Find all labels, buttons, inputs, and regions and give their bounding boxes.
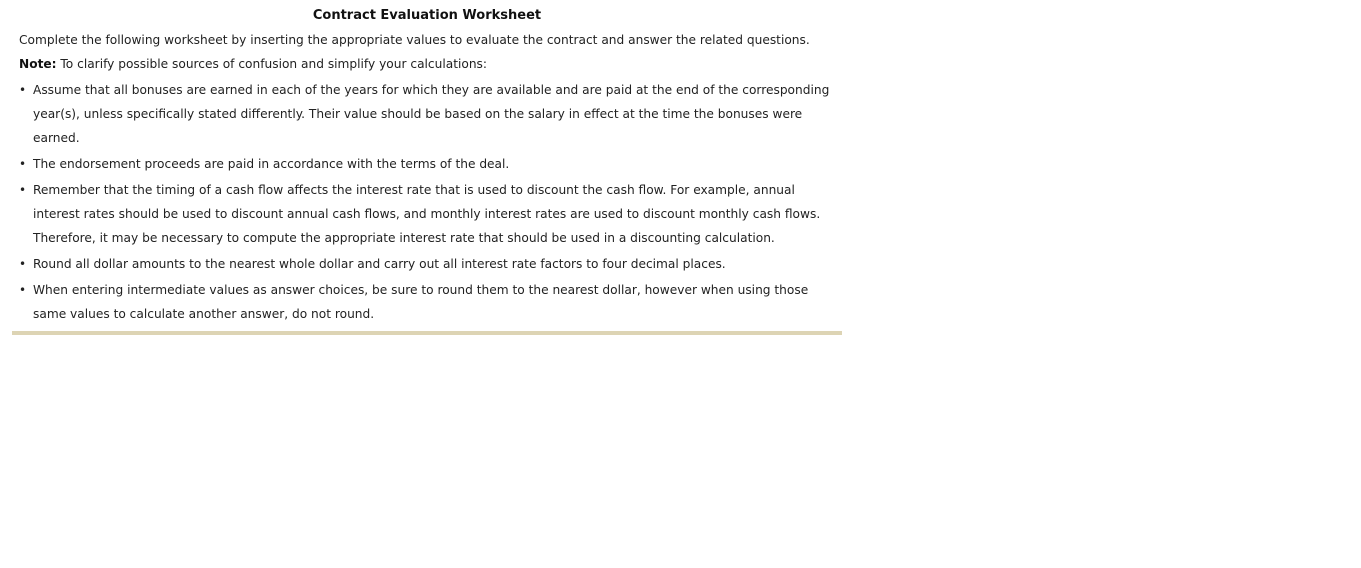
- note-line: [19, 52, 842, 76]
- note-text: To clarify possible sources of confusion and simplify your calculations:: [56, 57, 488, 71]
- list-item-intermediate-values: • When entering intermediate values as answer choices, be sure to round them to the nearest dollar, however when using those same values to calculate another answer, do not round.: [33, 278, 842, 326]
- list-item-endorsement: • The endorsement proceeds are paid in accordance with the terms of the deal.: [33, 152, 842, 176]
- worksheet-title: Contract Evaluation Worksheet: [312, 8, 542, 23]
- list-item-interest-rate-timing: • Remember that the timing of a cash flow affects the interest rate that is used to discount the cash flow. For example, annual interest rates should be used to discount annual cash flows, and monthly interest rates are used to discount monthly cash flows. Therefore, it may be necessary to compute the appropriate interest rate that should be used in a discounting calculation.: [33, 178, 842, 250]
- section-divider: [12, 331, 842, 335]
- list-item-rounding: • Round all dollar amounts to the nearest whole dollar and carry out all interest rate factors to four decimal places.: [33, 252, 842, 276]
- instructions-text: Complete the following worksheet by inserting the appropriate values to evaluate the contract and answer the related questions.: [19, 33, 810, 47]
- assumptions-list: [12, 78, 842, 326]
- list-item-bonuses: • Assume that all bonuses are earned in each of the years for which they are available and are paid at the end of the corresponding year(s), unless specifically stated differently. Their value should be based on the salary in effect at the time the bonuses were earned.: [33, 78, 842, 150]
- note-label: Note:: [19, 57, 57, 71]
- worksheet-panel: [12, 0, 842, 335]
